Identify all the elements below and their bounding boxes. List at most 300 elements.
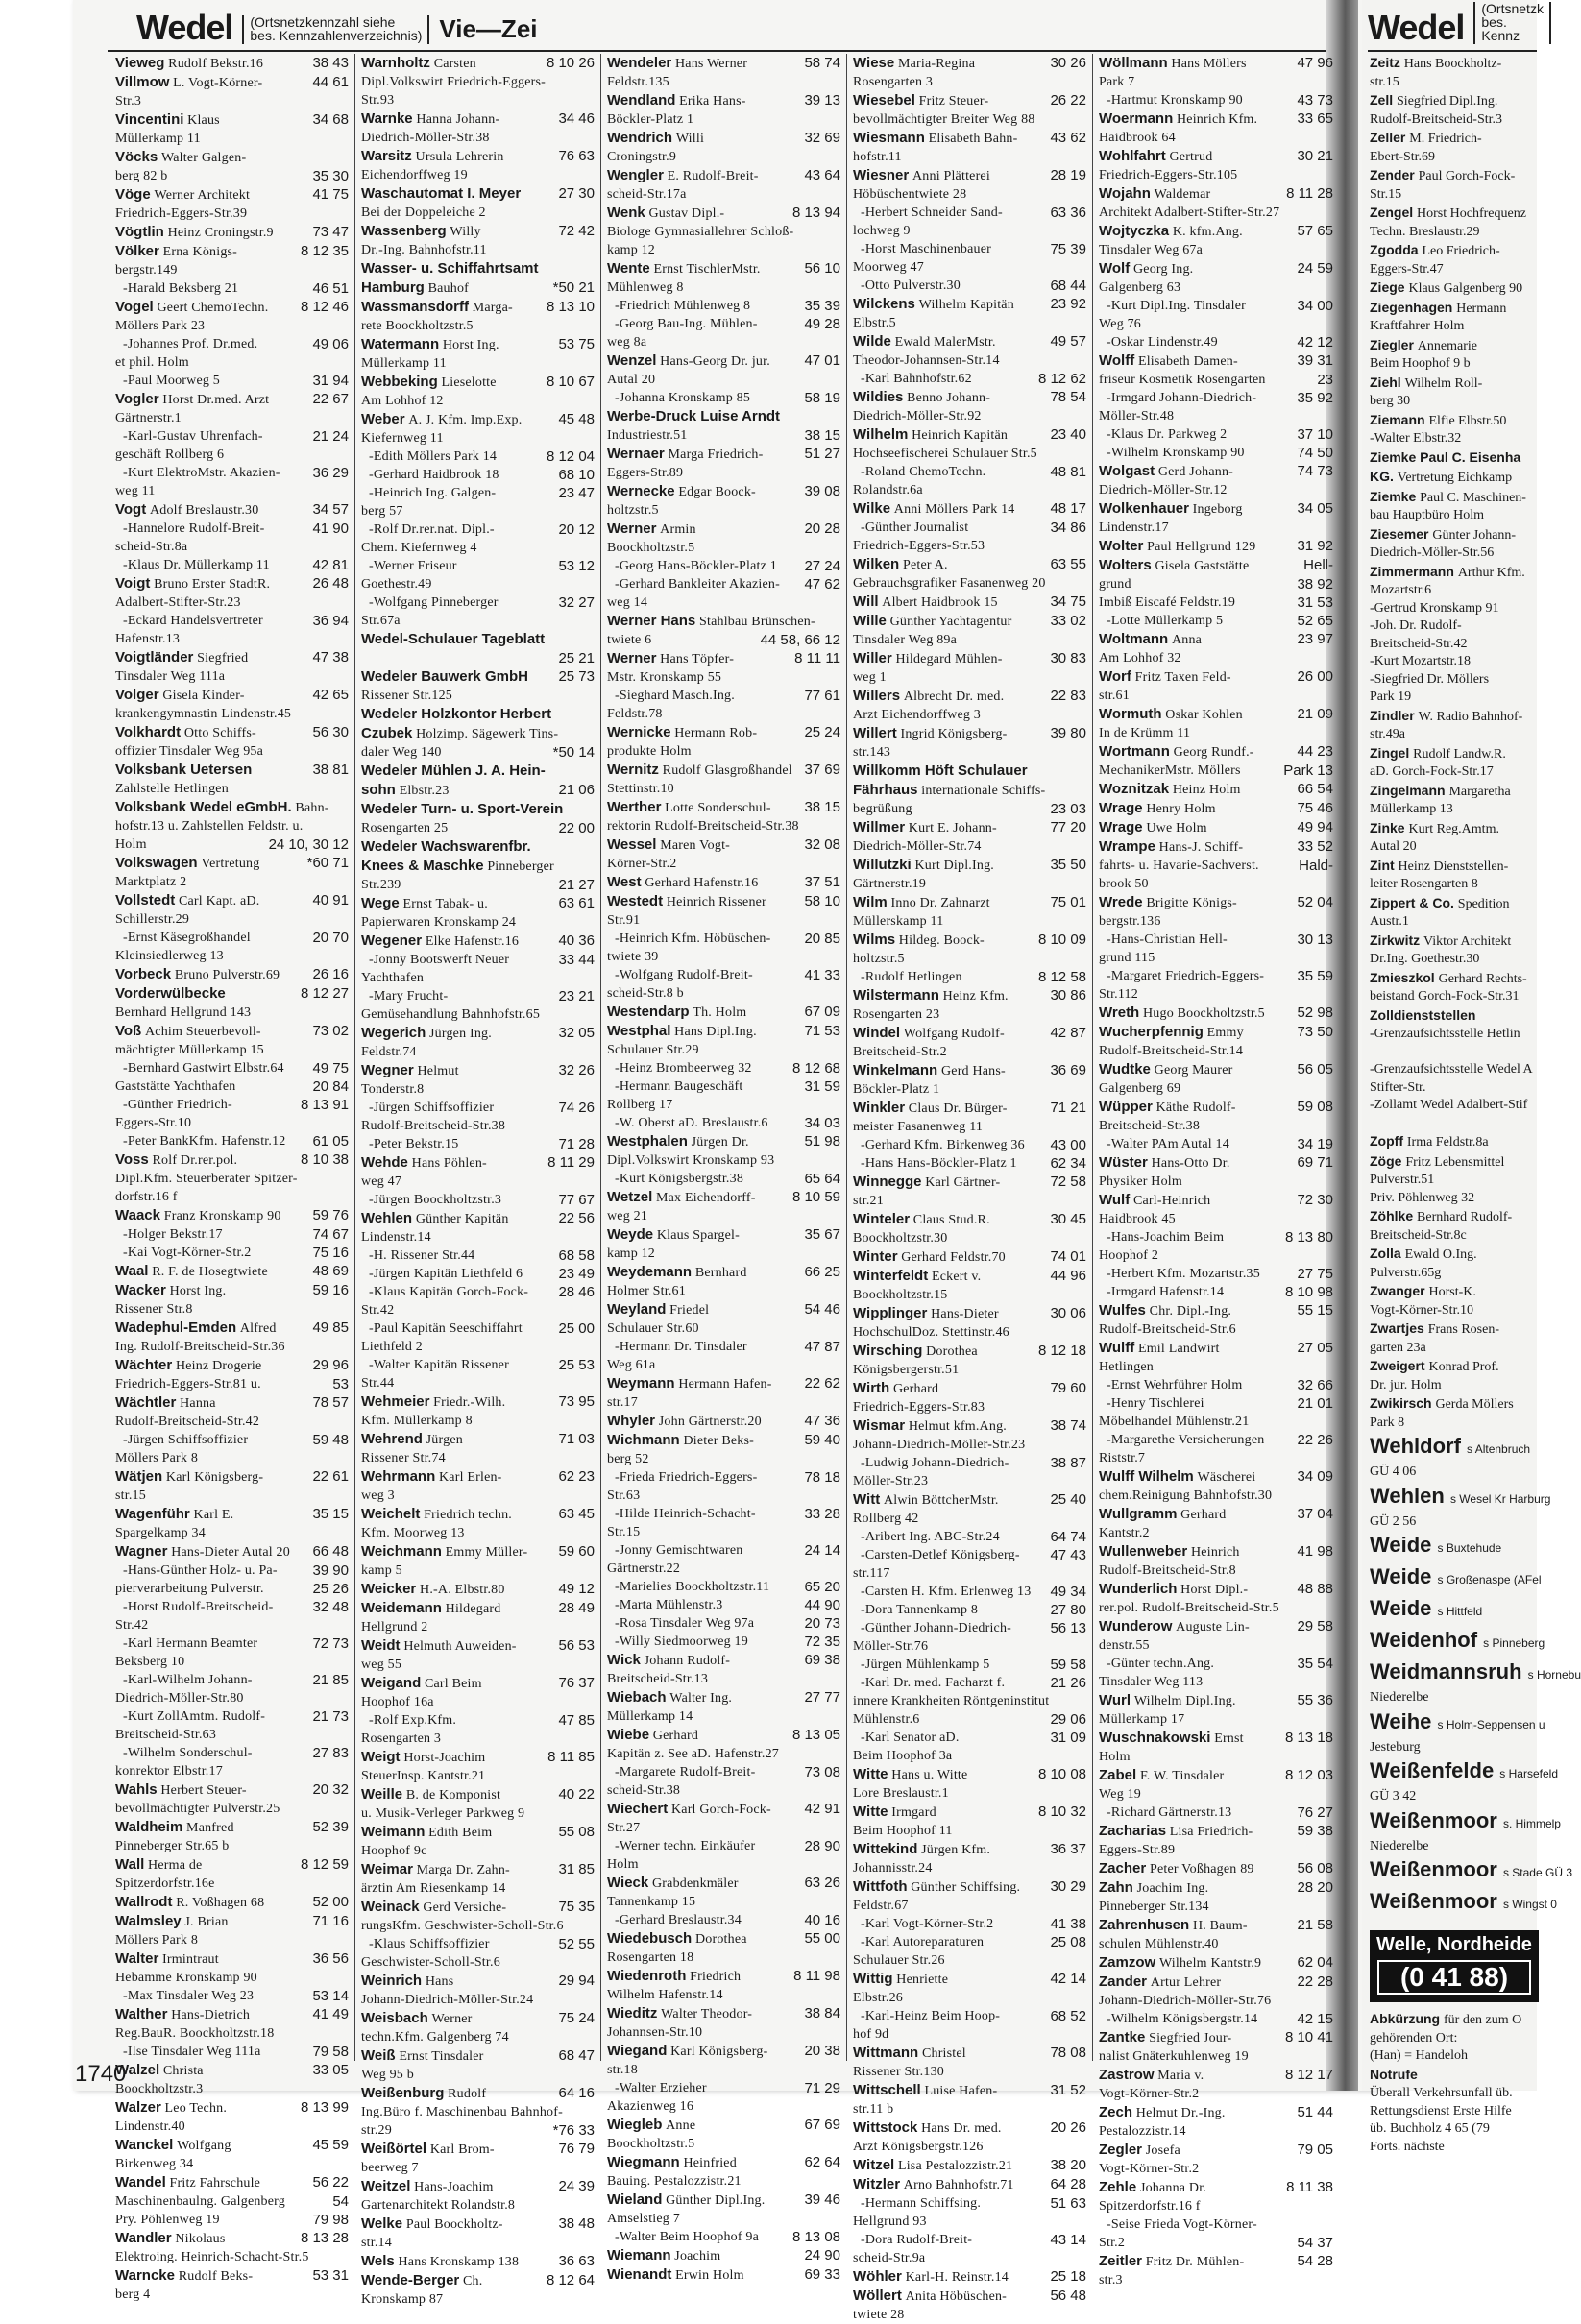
- entry-text: [1099, 315, 1141, 333]
- entry-phone: 41 90: [312, 520, 349, 537]
- entry-detail: scheid-Str.8a: [115, 540, 188, 554]
- entry-phone: 39 13: [804, 92, 840, 109]
- entry-detail: Tinsdaler Weg 67a: [1099, 243, 1204, 257]
- listing-entry: [1099, 1748, 1333, 1766]
- entry-detail: Riststr.7: [1099, 1451, 1146, 1465]
- entry-surname: Wurl: [1099, 1692, 1131, 1708]
- entry-detail: -Hans-Christian Hell-: [1107, 932, 1228, 947]
- entry-detail: Hans Pöhlen-: [411, 1156, 487, 1171]
- entry-text: [361, 1991, 533, 2009]
- entry-detail: Jürgen Kfm.: [921, 1843, 991, 1857]
- listing-entry: [361, 1228, 595, 1247]
- entry-phone: 71 21: [1050, 1100, 1086, 1116]
- entry-detail: hof 9d: [853, 2027, 889, 2042]
- listing-entry: [853, 445, 1086, 463]
- entry-text: [361, 1005, 540, 1024]
- entry-surname: Weyde: [607, 1226, 654, 1243]
- listing-entry: [1099, 1339, 1333, 1358]
- listing-entry: [115, 984, 349, 1004]
- entry-phone: 72 58: [1050, 1174, 1086, 1190]
- entry-detail: -Herbert Kfm. Mozartstr.35: [1107, 1267, 1260, 1281]
- entry-text: [1099, 1079, 1180, 1098]
- entry-surname: Weichmann: [361, 1543, 442, 1560]
- entry-phone: 59 76: [312, 1207, 349, 1223]
- right-listing-entry: -Walter Elbstr.32: [1370, 431, 1462, 446]
- listing-entry: [1099, 1973, 1333, 1992]
- entry-phone: 40 91: [312, 892, 349, 908]
- right-page-header: [1368, 1, 1551, 48]
- entry-text: [115, 2248, 309, 2266]
- entry-detail: -Heinrich Ing. Galgen-: [369, 486, 497, 500]
- entry-detail: Johann-Diedrich-Möller-Str.24: [361, 1993, 534, 2007]
- listing-entry: [115, 1912, 349, 1931]
- listing-entry: [607, 1855, 840, 1874]
- listing-entry: [115, 1671, 349, 1689]
- entry-phone: 36 63: [558, 2253, 595, 2269]
- entry-detail: Wolfgang Rudolf-: [903, 1027, 1005, 1041]
- listing-entry: [853, 687, 1086, 706]
- entry-text: [607, 2004, 752, 2023]
- entry-surname: Wiesebel: [853, 92, 915, 109]
- listing-entry: [115, 130, 349, 148]
- entry-text: [853, 668, 887, 687]
- entry-phone: 8 11 11: [794, 650, 840, 666]
- entry-text: [361, 894, 488, 913]
- entry-surname: Welke: [361, 2215, 403, 2232]
- listing-entry: [853, 1970, 1086, 1989]
- entry-surname: Wittschell: [853, 2082, 921, 2098]
- listing-entry: [1099, 407, 1333, 425]
- entry-detail: Rudolf: [448, 2087, 487, 2101]
- entry-detail: Reg.BauR. Boockholtzstr.18: [115, 2026, 275, 2041]
- listing-entry: [361, 800, 595, 819]
- entry-detail: Christa: [162, 2064, 204, 2078]
- listing-entry: [607, 241, 840, 259]
- entry-surname: Wedeler Mühlen J. A. Hein-: [361, 763, 546, 779]
- entry-text: [1099, 742, 1254, 762]
- entry-detail: str.29: [361, 2123, 392, 2138]
- entry-detail: Str.91: [607, 913, 641, 928]
- listing-entry: [607, 2135, 840, 2153]
- entry-detail: Arno Bahnhofstr.71: [903, 2178, 1014, 2192]
- entry-text: [361, 1505, 512, 1524]
- entry-text: [1099, 1561, 1236, 1580]
- entry-surname: Vogt: [115, 501, 147, 518]
- entry-phone: 31 85: [558, 1861, 595, 1877]
- listing-entry: [607, 91, 840, 110]
- entry-text: [607, 1207, 647, 1225]
- entry-phone: 43 00: [1050, 1137, 1086, 1153]
- right-listing-entry: Zender Paul Gorch-Fock-: [1370, 167, 1516, 183]
- entry-text: [1099, 2234, 1125, 2252]
- entry-detail: Fritz Taxen Feld-: [1134, 670, 1231, 685]
- listing-entry: [1099, 54, 1333, 73]
- entry-detail: str.21: [853, 1194, 884, 1208]
- entry-detail: Hildegard: [445, 1602, 501, 1616]
- entry-text: [607, 1374, 772, 1393]
- entry-detail: fahrts- u. Havarie-Sachverst.: [1099, 859, 1259, 873]
- entry-detail: -Rosa Tinsdaler Weg 97a: [615, 1616, 755, 1631]
- entry-phone: 34 68: [312, 111, 349, 128]
- listing-entry: [361, 109, 595, 129]
- entry-surname: Czubek: [361, 725, 413, 741]
- listing-entry: [853, 1247, 1086, 1267]
- entry-text: [853, 1304, 999, 1323]
- entry-surname: Wirsching: [853, 1343, 923, 1359]
- entry-detail: -Paul Kapitän Seeschiffahrt: [369, 1321, 523, 1336]
- entry-surname: sohn: [361, 782, 396, 798]
- entry-phone: 34 03: [804, 1115, 840, 1131]
- entry-phone: 37 10: [1297, 426, 1333, 443]
- entry-text: [361, 1061, 459, 1080]
- entry-phone: 65 64: [804, 1171, 840, 1187]
- entry-text: [361, 448, 497, 466]
- entry-phone: 49 12: [558, 1581, 595, 1597]
- entry-text: [115, 1338, 285, 1356]
- listing-entry: [361, 743, 595, 762]
- entry-surname: Walter: [115, 1950, 159, 1967]
- listing-entry: [115, 1375, 349, 1393]
- listing-entry: [853, 1989, 1086, 2007]
- entry-surname: Wittekind: [853, 1841, 918, 1857]
- listing-entry: [607, 1763, 840, 1781]
- listing-entry: [607, 464, 840, 482]
- entry-phone: 8 13 28: [300, 2230, 349, 2246]
- listing-entry: [853, 2118, 1086, 2138]
- entry-text: [115, 761, 252, 780]
- listing-entry: [115, 1319, 349, 1338]
- entry-detail: geschäft Rollberg 6: [115, 448, 225, 462]
- entry-text: [607, 1949, 693, 1967]
- entry-text: [607, 1651, 730, 1670]
- listing-entry: [1099, 1878, 1333, 1898]
- entry-detail: L. Vogt-Körner-: [173, 76, 263, 90]
- entry-phone: 73 02: [312, 1023, 349, 1039]
- listing-entry: [1099, 1210, 1333, 1228]
- entry-text: [361, 298, 513, 317]
- entry-detail: Josefa: [1145, 2143, 1180, 2158]
- listing-entry: [607, 1468, 840, 1487]
- entry-surname: Wiegmann: [607, 2154, 680, 2170]
- entry-text: [1099, 1916, 1248, 1935]
- listing-entry: [1099, 2010, 1333, 2028]
- entry-text: [115, 1096, 232, 1114]
- entry-detail: -Max Tinsdaler Weg 23: [123, 1989, 255, 2003]
- entry-text: [361, 575, 432, 593]
- entry-detail: -Kurt Dipl.Ing. Tinsdaler: [1107, 299, 1246, 313]
- entry-detail: Holm: [607, 1857, 639, 1872]
- entry-detail: -Wolfgang Pinneberger: [369, 595, 499, 610]
- listing-entry: [115, 1449, 349, 1467]
- listing-entry: [361, 649, 595, 667]
- entry-text: [853, 574, 1046, 593]
- entry-text: [1099, 1023, 1244, 1042]
- right-listing-entry: Vogt-Körner-Str.10: [1370, 1302, 1473, 1318]
- entry-detail: Diedrich-Möller-Str.12: [1099, 483, 1228, 497]
- entry-surname: Wehrmann: [361, 1468, 436, 1485]
- entry-surname: Notrufe: [1370, 2066, 1422, 2082]
- entry-text: [361, 1935, 490, 1953]
- entry-phone: 27 30: [558, 185, 595, 202]
- listing-entry: [853, 240, 1086, 258]
- entry-detail: Karl Gärtner-: [925, 1175, 1001, 1190]
- entry-text: [853, 2063, 944, 2081]
- entry-detail: begrüßung: [853, 802, 912, 816]
- entry-text: [607, 742, 692, 761]
- entry-text: [361, 781, 450, 800]
- entry-detail: Eggers-Str.10: [115, 1116, 192, 1130]
- entry-text: [361, 951, 509, 969]
- entry-detail: Dr.-Ing. Bahnhofstr.11: [361, 243, 487, 257]
- entry-text: [1099, 371, 1266, 389]
- entry-text: [853, 1822, 953, 1840]
- entry-phone: 66 25: [804, 1264, 840, 1280]
- entry-text: [361, 335, 499, 354]
- listing-entry: [361, 2066, 595, 2084]
- entry-detail: Helmut Dr.-Ing.: [1135, 2106, 1226, 2120]
- entry-detail: Ewald MalerMstr.: [894, 335, 996, 350]
- listing-entry: [115, 1616, 349, 1634]
- listing-entry: [607, 1541, 840, 1560]
- listing-entry: [361, 1879, 595, 1898]
- entry-detail: Friedrich-Eggers-Str.81 u.: [115, 1377, 261, 1392]
- entry-phone: 22 61: [312, 1468, 349, 1485]
- entry-detail: Peter Voßhagen 89: [1149, 1862, 1254, 1876]
- entry-phone: 62 34: [1050, 1155, 1086, 1172]
- entry-phone: 64 74: [1050, 1529, 1086, 1545]
- entry-text: [361, 1117, 505, 1135]
- entry-detail: Horst Ing.: [442, 338, 499, 352]
- entry-surname: Wrede: [1099, 894, 1143, 910]
- listing-entry: [361, 1636, 595, 1656]
- listing-entry: [1099, 949, 1333, 967]
- listing-entry: [1099, 1992, 1333, 2010]
- listing-entry: [853, 1323, 1086, 1342]
- listing-entry: [853, 1546, 1086, 1564]
- entry-text: [115, 261, 178, 279]
- entry-detail: Höbüschentwiete 28: [853, 187, 967, 202]
- listing-entry: [853, 537, 1086, 555]
- entry-surname: Vieweg: [115, 55, 165, 71]
- entry-text: [853, 818, 997, 837]
- listing-entry: [361, 1173, 595, 1191]
- entry-detail: Elke Hafenstr.16: [425, 934, 520, 949]
- entry-text: [361, 222, 481, 241]
- right-listing-entry: gehörenden Ort:: [1370, 2030, 1458, 2046]
- right-listing-entry: -Siegfried Dr. Möllers: [1370, 671, 1490, 687]
- entry-detail: Wilhelm Hafenstr.14: [607, 1988, 723, 2002]
- entry-detail: Bruno Erster StadtR.: [154, 577, 271, 592]
- entry-surname: Wedeler Turn- u. Sport-Verein: [361, 801, 564, 817]
- entry-phone: 36 37: [1050, 1841, 1086, 1857]
- entry-phone: 47 96: [1297, 55, 1333, 71]
- entry-text: [853, 1564, 890, 1583]
- entry-phone: 52 00: [312, 1894, 349, 1910]
- entry-text: [1099, 129, 1176, 147]
- entry-text: [361, 1228, 431, 1247]
- listing-entry: [361, 1860, 595, 1879]
- entry-phone: 30 26: [1050, 55, 1086, 71]
- place-reference: s Wesel Kr Harburg: [1449, 1491, 1551, 1506]
- entry-detail: scheid-Str.17a: [607, 187, 687, 202]
- entry-text: [607, 2153, 737, 2172]
- entry-text: [1099, 1841, 1175, 1859]
- entry-text: [853, 706, 981, 724]
- listing-entry: [361, 1823, 595, 1842]
- entry-text: [853, 1490, 999, 1510]
- entry-text: [361, 1580, 505, 1599]
- listing-entry: [361, 2271, 595, 2290]
- entry-text: [1099, 2066, 1204, 2085]
- entry-detail: Rissener Str.130: [853, 2065, 944, 2079]
- entry-phone: 20 70: [312, 930, 349, 946]
- entry-phone: 8 13 18: [1284, 1730, 1333, 1746]
- entry-text: [853, 425, 1008, 445]
- entry-detail: Tannenkamp 15: [607, 1895, 696, 1909]
- listing-entry: [361, 781, 595, 800]
- entry-text: [853, 555, 948, 574]
- listing-entry: [361, 73, 595, 91]
- listing-entry: [1099, 1079, 1333, 1098]
- entry-phone: 32 66: [1297, 1377, 1333, 1393]
- entry-text: [361, 502, 403, 520]
- entry-detail: bevollmächtigter Breiter Weg 88: [853, 112, 1035, 127]
- entry-surname: Weimar: [361, 1861, 413, 1877]
- entry-phone: 46 51: [312, 280, 349, 297]
- entry-text: [607, 575, 780, 593]
- entry-surname: Waack: [115, 1207, 160, 1223]
- listing-entry: [115, 1855, 349, 1875]
- entry-detail: nalist Gnäterkuhlenweg 19: [1099, 2049, 1249, 2064]
- entry-text: [115, 1114, 191, 1132]
- entry-text: [115, 2005, 250, 2024]
- entry-detail: Feldstr.78: [607, 707, 663, 721]
- entry-surname: Wedel-Schulauer Tageblatt: [361, 631, 546, 647]
- listing-entry: [361, 1283, 595, 1301]
- entry-phone: 35 67: [804, 1226, 840, 1243]
- entry-text: [361, 278, 469, 298]
- entry-surname: Zabel: [1099, 1767, 1137, 1783]
- entry-text: [115, 167, 167, 185]
- entry-phone: 38 43: [312, 55, 349, 71]
- entry-detail: -Bernhard Gastwirt Elbstr.64: [123, 1061, 284, 1076]
- entry-text: [361, 166, 468, 184]
- listing-entry: [607, 723, 840, 742]
- entry-phone: 66 48: [312, 1543, 349, 1560]
- entry-detail: Gerd Versiche-: [423, 1900, 507, 1915]
- listing-entry: [361, 1898, 595, 1917]
- entry-phone: 59 16: [312, 1282, 349, 1298]
- right-listing-entry: garten 23a: [1370, 1340, 1426, 1355]
- entry-text: [361, 1656, 401, 1674]
- entry-text: [853, 1398, 985, 1416]
- listing-entry: [607, 1374, 840, 1393]
- entry-text: [115, 1707, 265, 1726]
- entry-detail: Spitzerdorfstr.16e: [115, 1876, 215, 1891]
- entry-text: [853, 1840, 990, 1859]
- entry-surname: Zeitz: [1370, 55, 1404, 70]
- listing-entry: [607, 2172, 840, 2191]
- entry-detail: Paul Boockholtz-: [405, 2217, 503, 2232]
- listing-entry: [361, 2046, 595, 2066]
- listing-entry: [1099, 1173, 1333, 1191]
- entry-phone: 20 32: [312, 1781, 349, 1798]
- entry-detail: -Walter PAm Autal 14: [1107, 1137, 1229, 1151]
- entry-phone: 35 59: [1297, 968, 1333, 984]
- entry-detail: Zahlstelle Hetlingen: [115, 782, 229, 796]
- entry-detail: Vogt-Körner-Str.2: [1099, 2162, 1200, 2176]
- entry-text: [853, 724, 1008, 743]
- entry-detail: Arzt Eichendorffweg 3: [853, 708, 982, 722]
- entry-text: [1099, 2085, 1199, 2103]
- listing-entry: [1099, 1953, 1333, 1973]
- entry-phone: 24 10, 30 12: [268, 836, 349, 853]
- entry-detail: Horst Dipl.-: [1180, 1583, 1249, 1597]
- listing-entry: [853, 555, 1086, 574]
- entry-text: [853, 2156, 1012, 2175]
- listing-entry: [853, 800, 1086, 818]
- entry-detail: -Karl Autoreparaturen: [861, 1935, 985, 1949]
- listing-entry: [361, 1374, 595, 1392]
- entry-detail: -Heinrich Kfm. Höbüschen-: [615, 932, 771, 946]
- entry-phone: *76 33: [552, 2122, 595, 2139]
- listing-entry: [853, 1564, 1086, 1583]
- listing-entry: [607, 1633, 840, 1651]
- entry-detail: Pinneberger Str.134: [1099, 1900, 1209, 1914]
- entry-detail: -Werner Friseur: [369, 559, 457, 573]
- listing-entry: [361, 1135, 595, 1153]
- entry-phone: 55 36: [1297, 1692, 1333, 1708]
- entry-text: [1099, 1729, 1244, 1748]
- listing-entry: [607, 687, 840, 705]
- listing-entry: [853, 1024, 1086, 1043]
- entry-text: [607, 631, 651, 649]
- entry-detail: Gerhard: [892, 1382, 939, 1396]
- listing-entry: [607, 780, 840, 798]
- entry-surname: Wilhelm: [853, 426, 909, 443]
- entry-detail: Herbert Steuer-: [160, 1783, 247, 1798]
- listing-entry: [853, 1510, 1086, 1528]
- entry-detail: R. Voßhagen 68: [176, 1896, 265, 1910]
- entry-phone: 52 65: [1297, 613, 1333, 629]
- entry-detail: Georg Rundf.-: [1173, 745, 1254, 760]
- entry-phone: 23 47: [558, 485, 595, 501]
- listing-entry: [361, 1319, 595, 1338]
- listing-entry: [361, 1412, 595, 1430]
- listing-entry: [1099, 2066, 1333, 2085]
- entry-text: [1099, 2028, 1231, 2047]
- right-header-town: Wedel: [1368, 8, 1465, 47]
- listing-entry: [853, 1601, 1086, 1619]
- right-listing-entry: Zgodda Leo Friedrich-: [1370, 242, 1500, 258]
- entry-text: [361, 1319, 523, 1338]
- entry-text: [607, 984, 684, 1003]
- listing-entry: [361, 1935, 595, 1953]
- listing-entry: [1099, 985, 1333, 1004]
- entry-text: [853, 185, 966, 204]
- listing-entry: [1099, 389, 1333, 407]
- listing-entry: [853, 668, 1086, 687]
- entry-text: [361, 1618, 427, 1636]
- entry-detail: Ursula Lehrerin: [415, 150, 504, 164]
- entry-detail: Lisa Friedrich-: [1169, 1825, 1253, 1839]
- entry-phone: 32 27: [558, 594, 595, 611]
- entry-detail: Müllerkamp 17: [1099, 1712, 1185, 1727]
- entry-detail: -Kurt ElektroMstr. Akazien-: [123, 466, 280, 480]
- entry-detail: ärztin Am Riesenkamp 14: [361, 1881, 506, 1896]
- entry-detail: Str.93: [361, 93, 395, 108]
- entry-text: [853, 2044, 966, 2063]
